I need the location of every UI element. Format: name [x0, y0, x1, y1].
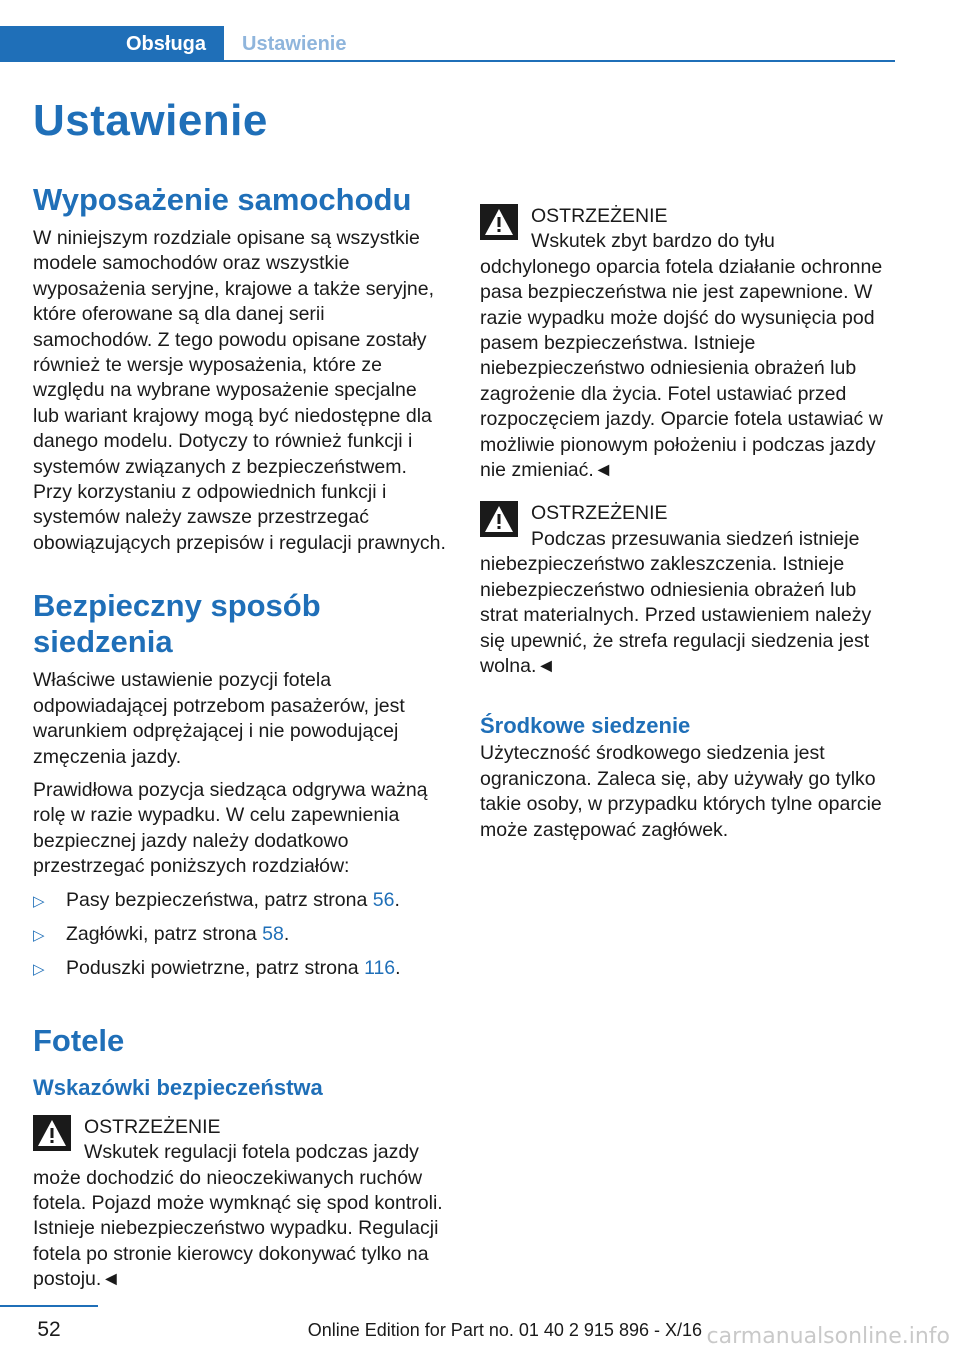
triangle-bullet-icon: ▷	[33, 892, 45, 910]
page-link-58[interactable]: 58	[262, 922, 284, 945]
heading-middle-seat: Środkowe siedzenie	[480, 713, 691, 739]
warning-text: Podczas przesuwania siedzeń istnieje niebezpieczeństwo zakleszczenia. Istnieje niebezpieczeństwo odniesienia obrażeń lub strat materialnych. Przed ustawieniem należy się upewnić, że strefa regulacji siedzenia jest wolna.◄	[480, 527, 872, 677]
heading-equipment: Wyposażenie samochodu	[33, 182, 412, 217]
warning-icon	[33, 1115, 71, 1151]
right-column	[480, 186, 890, 843]
heading-sitting: Bezpieczny sposób siedzenia	[33, 588, 321, 660]
heading-safety-notes: Wskazówki bezpieczeństwa	[33, 1074, 323, 1100]
triangle-bullet-icon: ▷	[33, 961, 45, 979]
list-item: ▷ Pasy bezpieczeństwa, patrz strona 56.	[33, 888, 448, 913]
header-bar	[0, 26, 895, 62]
warning-label: OSTRZEŻENIE	[84, 1115, 221, 1138]
sitting-text-1: Właściwe ustawienie pozycji fotela odpowiadającej potrzebom pasażerów, jest warunkiem odprężającej i nie powodującej zmęczenia jazdy.	[33, 669, 405, 768]
tab-obsluga[interactable]: Obsługa	[0, 26, 224, 62]
warning-text: Wskutek zbyt bardzo do tyłu odchylonego oparcia fotela działanie ochronne pasa bezpieczeństwa nie jest zapewnione. W razie wypadku może dojść do wysunięcia pod pasem bezpieczeństwa. Istnieje niebezpieczeństwo odniesienia obrażeń lub zagrożenie dla życia. Fotel ustawiać przed rozpoczęciem jazdy. Oparcie fotela ustawiać w możliwie pionowym położeniu i podczas jazdy nie zmieniać.◄	[480, 230, 883, 482]
edition-note: Online Edition for Part no. 01 40 2 915 896 - X/16	[307, 1320, 702, 1340]
page-link-116[interactable]: 116	[364, 957, 396, 980]
warning-block	[480, 497, 890, 679]
equipment-text: W niniejszym rozdziale opisane są wszystkie modele samochodów oraz wszystkie wyposażenia seryjne, krajowe a także seryjne, które oferowane są dla danej serii samochodów. Z tego powodu opisane zostały również te wersje wyposażenia, które ze względu na wybrane wyposażenie specjalne lub wariant krajowy mogą być niedostępne dla danego modelu. Dotyczy to również funkcji i systemów związanych z bezpieczeństwem. Przy korzystaniu z odpowiednich funkcji i systemów należy zawsze przestrzegać obowiązujących przepisów i regulacji prawnych.	[33, 227, 446, 554]
middle-seat-text: Użyteczność środkowego siedzenia jest ograniczona. Zaleca się, aby używały go tylko takie osoby, w przypadku których tylne oparcie może zastępować zagłówek.	[480, 742, 882, 841]
left-column	[33, 182, 448, 1291]
warning-icon	[480, 501, 518, 537]
page-number: 52	[37, 1318, 61, 1341]
warning-icon	[480, 204, 518, 240]
sitting-text-2: Prawidłowa pozycja siedząca odgrywa ważną rolę w razie wypadku. W celu zapewnienia bezpiecznej jazdy należy dodatkowo przestrzegać poniższych rozdziałów:	[33, 778, 428, 878]
page-link-56[interactable]: 56	[372, 888, 395, 911]
watermark: carmanualsonline.info	[706, 1324, 950, 1349]
footer-rule	[0, 1305, 98, 1307]
list-item: ▷ Zagłówki, patrz strona 58.	[33, 922, 448, 947]
header-divider	[0, 60, 895, 62]
warning-label: OSTRZEŻENIE	[531, 205, 668, 227]
page-title: Ustawienie	[33, 96, 268, 145]
reference-list	[33, 888, 448, 982]
warning-block	[480, 200, 890, 483]
tab-ustawienie[interactable]: Ustawienie	[242, 32, 347, 55]
heading-seats: Fotele	[33, 1022, 125, 1058]
warning-label: OSTRZEŻENIE	[531, 502, 668, 525]
triangle-bullet-icon: ▷	[33, 926, 45, 944]
warning-text: Wskutek regulacji fotela podczas jazdy może dochodzić do nieoczekiwanych ruchów fotela. Pojazd może wymknąć się spod kontroli. Istnieje niebezpieczeństwo wypadku. Regulacji fotela po stronie kierowcy dokonywać tylko na postoju.◄	[33, 1141, 443, 1291]
list-item: ▷ Poduszki powietrzne, patrz strona 116.	[33, 956, 448, 981]
warning-block	[33, 1111, 448, 1291]
